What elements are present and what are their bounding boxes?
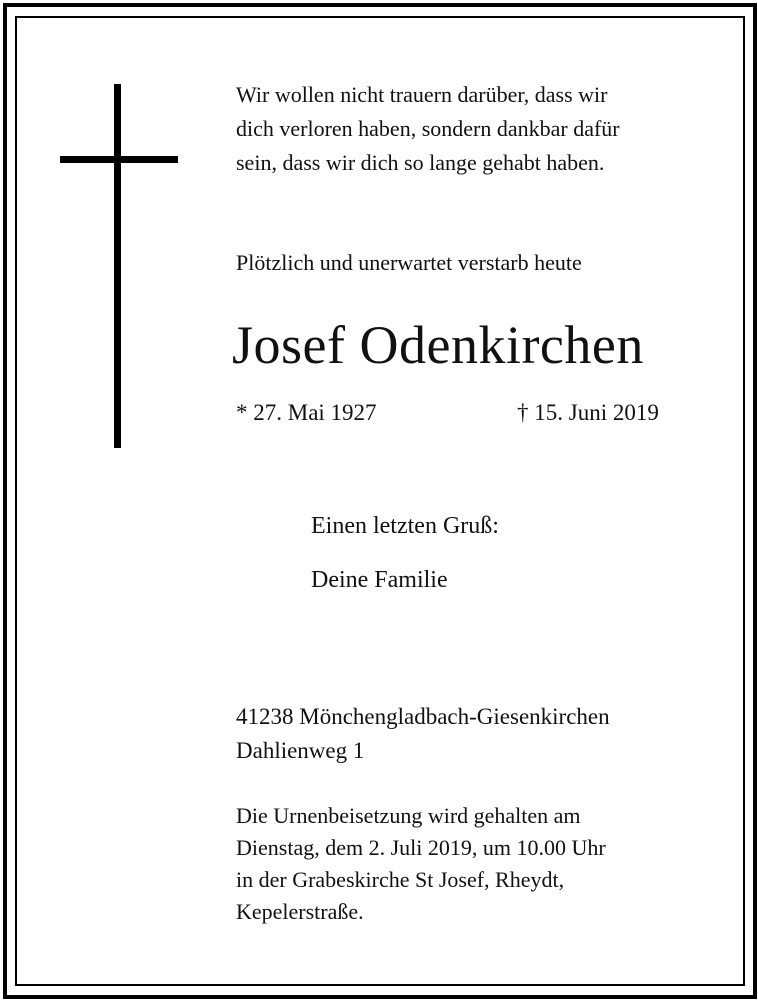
burial-notice (236, 800, 606, 928)
address-line: Dahlienweg 1 (236, 738, 365, 763)
notice-line: Die Urnenbeisetzung wird gehalten am (236, 803, 581, 828)
notice-line: Dienstag, dem 2. Juli 2019, um 10.00 Uhr (236, 835, 606, 860)
cross-horizontal-beam (60, 156, 178, 163)
motto-line: sein, dass wir dich so lange gehabt haben. (236, 150, 605, 175)
family-signature: Deine Familie (311, 567, 448, 593)
family-address (236, 700, 610, 768)
motto-line: dich verloren haben, sondern dankbar dafür (236, 116, 620, 141)
motto-line: Wir wollen nicht trauern darüber, dass wir (236, 82, 608, 107)
death-date: † 15. Juni 2019 (517, 400, 659, 425)
notice-line: Kepelerstraße. (236, 899, 364, 924)
motto-quote (236, 78, 706, 180)
address-line: 41238 Mönchengladbach-Giesenkirchen (236, 704, 610, 729)
farewell-greeting: Einen letzten Gruß: (311, 513, 499, 539)
notice-line: in der Grabeskirche St Josef, Rheydt, (236, 867, 565, 892)
cross-icon (60, 84, 178, 448)
deceased-name: Josef Odenkirchen (232, 315, 644, 375)
cross-vertical-beam (114, 84, 121, 448)
birth-date: * 27. Mai 1927 (236, 400, 377, 425)
death-announcement-intro: Plötzlich und unerwartet verstarb heute (236, 250, 582, 275)
